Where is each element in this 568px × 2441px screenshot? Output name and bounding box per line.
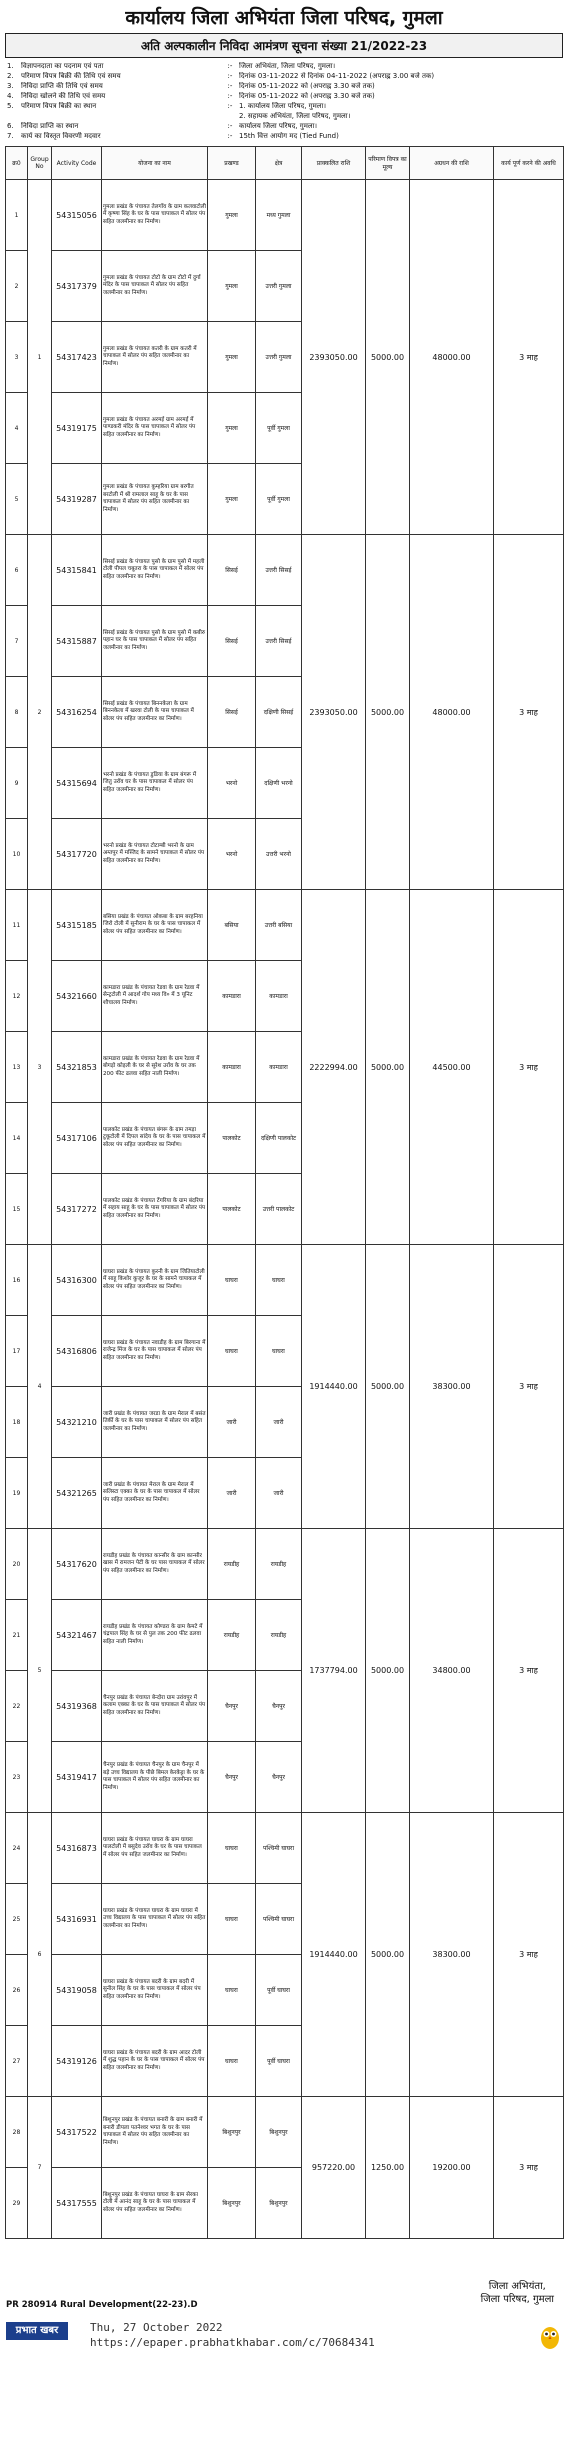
bill-fee: 5000.00 <box>366 890 410 1245</box>
group-number: 5 <box>28 1529 52 1813</box>
activity-code: 54321853 <box>52 1032 102 1103</box>
block-name: कामडारा <box>208 1032 256 1103</box>
scheme-name: घाघरा प्रखंड के पंचायत नवाडीह के ग्राम बिरगाना में राजेन्द्र मिंज के घर के पास चापाकल में सोलर पंप सहित जलमीनार का निर्माण। <box>102 1316 208 1387</box>
group-number: 2 <box>28 535 52 890</box>
activity-code: 54319287 <box>52 464 102 535</box>
info-colon: :- <box>227 102 233 110</box>
scheme-name: बिशुनपुर प्रखंड के पंचायत घाघरा के ग्राम सेरका टोली में आनंद साहू के घर के पास चापाकल में सोलर पंप सहित जलमीनार का निर्माण। <box>102 2168 208 2239</box>
serial-number: 25 <box>6 1884 28 1955</box>
block-name: चैनपुर <box>208 1742 256 1813</box>
completion-period: 3 माह <box>494 890 564 1245</box>
tender-notice <box>5 5 563 2239</box>
area-name: उत्तरी गुमला <box>256 251 302 322</box>
area-name: उत्तरी भरनो <box>256 819 302 890</box>
block-name: पालकोट <box>208 1103 256 1174</box>
serial-number: 6 <box>6 535 28 606</box>
scheme-name: रायडीह प्रखंड के पंचायत कान्सीर के ग्राम कान्सीर खास में रामजन पेटी के घर पास चापाकल में सोलर पंप सहित जलमीनार का निर्माण। <box>102 1529 208 1600</box>
column-header: क्र0 <box>6 147 28 180</box>
area-name: उत्तरी पालकोट <box>256 1174 302 1245</box>
scheme-name: गुमला प्रखंड के पंचायत कुम्हरिया ग्राम बरगीत बरटोली में श्री रामलाल साहू के घर के पास चापाकल में सोलर पंप सहित जलमीनार का निर्माण। <box>102 464 208 535</box>
info-n: 6. <box>7 122 14 130</box>
serial-number: 28 <box>6 2097 28 2168</box>
pr-number: PR 280914 Rural Development(22-23).D <box>6 2300 198 2310</box>
info-v: 1. कार्यालय जिला परिषद, गुमला। <box>239 102 326 110</box>
tender-info-table <box>5 62 563 142</box>
column-header: Activity Code <box>52 147 102 180</box>
activity-code: 54316806 <box>52 1316 102 1387</box>
completion-period: 3 माह <box>494 1529 564 1813</box>
info-colon: :- <box>227 62 233 70</box>
bill-fee: 5000.00 <box>366 535 410 890</box>
office-title: कार्यालय जिला अभियंता जिला परिषद, गुमला <box>125 7 443 29</box>
scheme-name: भरनो प्रखंड के पंचायत टोटाम्बी भरनो के ग्राम अम्तपुर में मस्जिद के सामने चापाकल में सोलर पंप सहित जलमीनार का निर्माण। <box>102 819 208 890</box>
scheme-name: कामडारा प्रखंड के पंचायत रेडवा के ग्राम रेडवा में सेन्ट्रटोली में आदर्श गोप मध्य वि० में 3 यूनिट शौचालय निर्माण। <box>102 961 208 1032</box>
estimated-amount: 1737794.00 <box>302 1529 366 1813</box>
block-name: गुमला <box>208 322 256 393</box>
area-name: बिशुनपुर <box>256 2097 302 2168</box>
block-name: घाघरा <box>208 1245 256 1316</box>
table-row <box>6 2097 564 2168</box>
serial-number: 22 <box>6 1671 28 1742</box>
block-name: गुमला <box>208 251 256 322</box>
earnest-money: 48000.00 <box>410 180 494 535</box>
area-name: पूर्वी घाघरा <box>256 2026 302 2097</box>
earnest-money: 44500.00 <box>410 890 494 1245</box>
serial-number: 9 <box>6 748 28 819</box>
serial-number: 11 <box>6 890 28 961</box>
group-number: 3 <box>28 890 52 1245</box>
column-header: प्रखण्ड <box>208 147 256 180</box>
estimated-amount: 957220.00 <box>302 2097 366 2239</box>
group-number: 4 <box>28 1245 52 1529</box>
block-name: पालकोट <box>208 1174 256 1245</box>
activity-code: 54317379 <box>52 251 102 322</box>
block-name: भरनो <box>208 819 256 890</box>
area-name: चैनपुर <box>256 1671 302 1742</box>
area-name: उत्तरी गुमला <box>256 322 302 393</box>
block-name: रायडीह <box>208 1529 256 1600</box>
area-name: मध्य गुमला <box>256 180 302 251</box>
bill-fee: 5000.00 <box>366 1813 410 2097</box>
scheme-name: सिसई प्रखंड के पंचायत पुसो के ग्राम पुसो में कबीरु पहान घर के पास चापाकल में सोलर पंप सहित जलमीनार का निर्माण। <box>102 606 208 677</box>
table-row <box>6 890 564 961</box>
scheme-name: बसिया प्रखंड के पंचायत ओकबा के ग्राम बरहनिया जिरो टोली में सुनीराम के घर के पास चापाकल में सोलर पंप सहित जलमीनार का निर्माण। <box>102 890 208 961</box>
column-header: कार्य पूर्ण करने की अवधि <box>494 147 564 180</box>
info-row <box>5 132 563 142</box>
activity-code: 54317620 <box>52 1529 102 1600</box>
info-v: कार्यालय जिला परिषद, गुमला। <box>239 122 318 130</box>
activity-code: 54317272 <box>52 1174 102 1245</box>
info-colon: :- <box>227 72 233 80</box>
earnest-money: 38300.00 <box>410 1245 494 1529</box>
area-name: चैनपुर <box>256 1742 302 1813</box>
info-v: दिनांक 05-11-2022 को (अपराह्न 3.30 बजे तक) <box>239 92 375 100</box>
area-name: पश्चिमी घाघरा <box>256 1884 302 1955</box>
activity-code: 54321660 <box>52 961 102 1032</box>
completion-period: 3 माह <box>494 1813 564 2097</box>
completion-period: 3 माह <box>494 2097 564 2239</box>
block-name: सिसई <box>208 535 256 606</box>
activity-code: 54316300 <box>52 1245 102 1316</box>
serial-number: 16 <box>6 1245 28 1316</box>
table-row <box>6 1245 564 1316</box>
scheme-name: बिशुनपुर प्रखंड के पंचायत बनारी के ग्राम बनारी में बनारी डीपला पतनेश्वर भगत के घर के पास चापाकल में सोलर पंप सहित जलमीनार का निर्माण। <box>102 2097 208 2168</box>
block-name: घाघरा <box>208 1813 256 1884</box>
block-name: घाघरा <box>208 2026 256 2097</box>
area-name: जारी <box>256 1387 302 1458</box>
block-name: रायडीह <box>208 1600 256 1671</box>
block-name: गुमला <box>208 464 256 535</box>
activity-code: 54319417 <box>52 1742 102 1813</box>
block-name: बिशुनपुर <box>208 2097 256 2168</box>
info-k: निविदा प्राप्ति का स्थान <box>21 122 79 130</box>
info-n: 3. <box>7 82 14 90</box>
block-name: बसिया <box>208 890 256 961</box>
bill-fee: 5000.00 <box>366 1529 410 1813</box>
info-colon: :- <box>227 92 233 100</box>
block-name: जारी <box>208 1458 256 1529</box>
activity-code: 54317522 <box>52 2097 102 2168</box>
schemes-table <box>5 146 564 2239</box>
block-name: बिशुनपुर <box>208 2168 256 2239</box>
info-n: 7. <box>7 132 14 140</box>
scheme-name: चैनपुर प्रखंड के पंचायत बेन्दोरा ग्राम उरांवपुर में कलाम एक्का के घर के पास चापाकल में सोलर पंप सहित जलमीनार का निर्माण। <box>102 1671 208 1742</box>
block-name: गुमला <box>208 393 256 464</box>
bill-fee: 1250.00 <box>366 2097 410 2239</box>
info-colon: :- <box>227 82 233 90</box>
serial-number: 20 <box>6 1529 28 1600</box>
table-row <box>6 1529 564 1600</box>
estimated-amount: 1914440.00 <box>302 1813 366 2097</box>
info-row <box>5 92 563 102</box>
activity-code: 54319058 <box>52 1955 102 2026</box>
area-name: पश्चिमी घाघरा <box>256 1813 302 1884</box>
info-v: दिनांक 05-11-2022 को (अपराह्न 3.30 बजे तक) <box>239 82 375 90</box>
activity-code: 54315887 <box>52 606 102 677</box>
column-header: क्षेत्र <box>256 147 302 180</box>
area-name: उत्तरी सिसई <box>256 606 302 677</box>
activity-code: 54316254 <box>52 677 102 748</box>
activity-code: 54319126 <box>52 2026 102 2097</box>
activity-code: 54321210 <box>52 1387 102 1458</box>
bill-fee: 5000.00 <box>366 180 410 535</box>
area-name: कामडारा <box>256 961 302 1032</box>
activity-code: 54315841 <box>52 535 102 606</box>
info-row <box>5 82 563 92</box>
bill-fee: 5000.00 <box>366 1245 410 1529</box>
block-name: सिसई <box>208 677 256 748</box>
info-row <box>5 112 563 122</box>
area-name: घाघरा <box>256 1316 302 1387</box>
serial-number: 15 <box>6 1174 28 1245</box>
earnest-money: 34800.00 <box>410 1529 494 1813</box>
activity-code: 54315185 <box>52 890 102 961</box>
group-number: 1 <box>28 180 52 535</box>
area-name: दक्षिणी पालकोट <box>256 1103 302 1174</box>
table-row <box>6 1813 564 1884</box>
info-k: परिमाण विपत्र बिक्री का स्थान <box>21 102 97 110</box>
owl-icon <box>540 2322 560 2350</box>
serial-number: 10 <box>6 819 28 890</box>
serial-number: 5 <box>6 464 28 535</box>
block-name: गुमला <box>208 180 256 251</box>
scheme-name: घाघरा प्रखंड के पंचायत घाघरा के ग्राम घाघरा पालटोली में बसुदेव उरॉव के घर के पास चापाकल में सोलर पंप सहित जलमीनार का निर्माण। <box>102 1813 208 1884</box>
estimated-amount: 2222994.00 <box>302 890 366 1245</box>
activity-code: 54316931 <box>52 1884 102 1955</box>
area-name: पूर्वी गुमला <box>256 464 302 535</box>
serial-number: 2 <box>6 251 28 322</box>
scheme-name: घाघरा प्रखंड के पंचायत घाघरा के ग्राम घाघरा में उच्च विद्यालय के पास चापाकल में सोलर पंप सहित जलमीनार का निर्माण। <box>102 1884 208 1955</box>
serial-number: 27 <box>6 2026 28 2097</box>
activity-code: 54321467 <box>52 1600 102 1671</box>
column-header: परिमाण विपत्र का मूल्य <box>366 147 410 180</box>
info-v: 15th वित्त आयोग मद (Tied Fund) <box>239 132 339 140</box>
group-number: 7 <box>28 2097 52 2239</box>
area-name: बिशुनपुर <box>256 2168 302 2239</box>
serial-number: 7 <box>6 606 28 677</box>
serial-number: 19 <box>6 1458 28 1529</box>
serial-number: 13 <box>6 1032 28 1103</box>
area-name: कामडारा <box>256 1032 302 1103</box>
block-name: चैनपुर <box>208 1671 256 1742</box>
signature-block <box>481 2280 554 2306</box>
area-name: दक्षिणी सिसई <box>256 677 302 748</box>
column-header: अग्रधन की राशि <box>410 147 494 180</box>
activity-code: 54319368 <box>52 1671 102 1742</box>
serial-number: 23 <box>6 1742 28 1813</box>
scheme-name: गुमला प्रखंड के पंचायत अरमई ग्राम अरमई में पाण्डकरी मंदिर के पास चापाकल में सोलर पंप सहित जलमीनार का निर्माण। <box>102 393 208 464</box>
info-k: निविदा प्राप्ति की तिथि एवं समय <box>21 82 103 90</box>
epaper-url[interactable]: https://epaper.prabhatkhabar.com/c/70684341 <box>90 2336 375 2349</box>
scheme-name: जारी प्रखंड के पंचायत जरडा के ग्राम मेराल में बसंत तिर्की के घर के पास चापाकल में सोलर पंप सहित जलमीनार का निर्माण। <box>102 1387 208 1458</box>
serial-number: 24 <box>6 1813 28 1884</box>
estimated-amount: 2393050.00 <box>302 180 366 535</box>
info-colon: :- <box>227 122 233 130</box>
scheme-name: चैनपुर प्रखंड के पंचायत चैनपुर के ग्राम चैनपुर में बड़े उच्च विद्यालय के पीछे बिमल केरकेट्टा के घर के पास चापाकल में सोलर पंप सहित जलमीनार का निर्माण। <box>102 1742 208 1813</box>
activity-code: 54315694 <box>52 748 102 819</box>
area-name: रायडीह <box>256 1529 302 1600</box>
scheme-name: घाघरा प्रखंड के पंचायत बदरी के ग्राम आदर टोली में शुद्ध पहान के घर के पास चापाकल में सोलर पंप सहित जलमीनार का निर्माण। <box>102 2026 208 2097</box>
activity-code: 54321265 <box>52 1458 102 1529</box>
earnest-money: 38300.00 <box>410 1813 494 2097</box>
activity-code: 54319175 <box>52 393 102 464</box>
area-name: पूर्वी गुमला <box>256 393 302 464</box>
scheme-name: सिसई प्रखंड के पंचायत बिननकेला के ग्राम बिननकेला में खरवा टोली के पास चापाकल में सोलर पंप सहित जलमीनार का निर्माण। <box>102 677 208 748</box>
serial-number: 4 <box>6 393 28 464</box>
scheme-name: भरनो प्रखंड के पंचायत डुडिया के ग्राम बंगरू में जितु उरॉव घर के पास चापाकल में सोलर पंप सहित जलमीनार का निर्माण। <box>102 748 208 819</box>
area-name: पूर्वी घाघरा <box>256 1955 302 2026</box>
info-k <box>19 112 223 122</box>
scheme-name: कामडारा प्रखंड के पंचायत रेडवा के ग्राम रेडवा में बोगड़ो कोइली के घर से सुरेश उरॉव के घर तक 200 फीट ढलवा सहित नाली निर्माण। <box>102 1032 208 1103</box>
edition-date: Thu, 27 October 2022 <box>90 2321 223 2334</box>
column-header: Group No <box>28 147 52 180</box>
info-k: विज्ञापनदाता का पदनाम एवं पता <box>21 62 104 70</box>
epaper-footer <box>0 2320 568 2441</box>
info-row <box>5 72 563 82</box>
table-row <box>6 535 564 606</box>
info-n: 4. <box>7 92 14 100</box>
info-colon <box>223 112 237 122</box>
area-name: घाघरा <box>256 1245 302 1316</box>
info-k: परिमाण विपत्र बिक्री की तिथि एवं समय <box>21 72 121 80</box>
info-k: कार्य का विस्तृत विवरणी मदवार <box>21 132 101 140</box>
serial-number: 26 <box>6 1955 28 2026</box>
scheme-name: पालकोट प्रखंड के पंचायत बंगरू के ग्राम तमड़ा टुकूटोली में दिपल सांदेय के घर के पास चापाकल में सोलर पंप सहित जलमीनार का निर्माण। <box>102 1103 208 1174</box>
scheme-name: गुमला प्रखंड के पंचायत कतरी के ग्राम कतरी में चापाकल में सोलर पंप सहित जलमीनार का निर्माण। <box>102 322 208 393</box>
block-name: घाघरा <box>208 1955 256 2026</box>
serial-number: 21 <box>6 1600 28 1671</box>
area-name: रायडीह <box>256 1600 302 1671</box>
serial-number: 17 <box>6 1316 28 1387</box>
column-header: योजना का नाम <box>102 147 208 180</box>
info-colon: :- <box>227 132 233 140</box>
block-name: घाघरा <box>208 1884 256 1955</box>
signature-line-2: जिला परिषद, गुमला <box>480 2294 554 2305</box>
newspaper-logo[interactable]: प्रभात खबर <box>6 2322 68 2340</box>
serial-number: 3 <box>6 322 28 393</box>
block-name: भरनो <box>208 748 256 819</box>
info-v: दिनांक 03-11-2022 से दिनांक 04-11-2022 (अपराह्न 3.00 बजे तक) <box>239 72 435 80</box>
serial-number: 14 <box>6 1103 28 1174</box>
scheme-name: घाघरा प्रखंड के पंचायत कुरनी के ग्राम जितियाटोली में साहू किशोर कुजूर के घर के सामने चापाकल में सोलर पंप सहित जलमीनार का निर्माण। <box>102 1245 208 1316</box>
block-name: घाघरा <box>208 1316 256 1387</box>
earnest-money: 48000.00 <box>410 535 494 890</box>
scheme-name: घाघरा प्रखंड के पंचायत बदरी के ग्राम बदरी में सुनील सिंह के घर के पास चापाकल में सोलर पंप सहित जलमीनार का निर्माण। <box>102 1955 208 2026</box>
tender-title: अति अल्पकालीन निविदा आमंत्रण सूचना संख्या 21/2022-23 <box>5 33 563 58</box>
scheme-name: रायडीह प्रखंड के पंचायत कोण्डरा के ग्राम केमटे में चंद्रपाल सिंह के घर से पुल तक 200 फीट ढलवा सहित नाली निर्माण। <box>102 1600 208 1671</box>
group-number: 6 <box>28 1813 52 2097</box>
column-header: प्राक्कलित राशि <box>302 147 366 180</box>
info-row <box>5 102 563 112</box>
completion-period: 3 माह <box>494 1245 564 1529</box>
scheme-name: गुमला प्रखंड के पंचायत तेलगाँव के ग्राम कलवाटोली में कृष्णा सिंह के घर के पास चापाकल में सोलर पंप सहित जलमीनार का निर्माण। <box>102 180 208 251</box>
info-row <box>5 62 563 72</box>
table-row <box>6 180 564 251</box>
info-k: निविदा खोलने की तिथि एवं समय <box>21 92 106 100</box>
scheme-name: पालकोट प्रखंड के पंचायत टेंगरिया के ग्राम बंदरिया में सहाय साहू के घर के पास चापाकल में सोलर पंप सहित जलमीनार का निर्माण। <box>102 1174 208 1245</box>
serial-number: 18 <box>6 1387 28 1458</box>
estimated-amount: 1914440.00 <box>302 1245 366 1529</box>
serial-number: 8 <box>6 677 28 748</box>
earnest-money: 19200.00 <box>410 2097 494 2239</box>
area-name: जारी <box>256 1458 302 1529</box>
area-name: दक्षिणी भरनो <box>256 748 302 819</box>
completion-period: 3 माह <box>494 180 564 535</box>
signature-line-1: जिला अभियंता, <box>488 2281 546 2292</box>
info-n: 2. <box>7 72 14 80</box>
scheme-name: गुमला प्रखंड के पंचायत टोटो के ग्राम टोटो में दुर्गा मंदिर के पास चापाकल में सोलर पंप सहित जलमीनार का निर्माण। <box>102 251 208 322</box>
serial-number: 1 <box>6 180 28 251</box>
info-v: 2. सहायक अभियंता, जिला परिषद, गुमला। <box>239 112 351 120</box>
activity-code: 54317423 <box>52 322 102 393</box>
scheme-name: जारी प्रखंड के पंचायत मेराल के ग्राम मेराल में सलिस्टा एक्का के घर के पास चापाकल में सोलर पंप सहित जलमीनार का निर्माण। <box>102 1458 208 1529</box>
area-name: उत्तरी बसिया <box>256 890 302 961</box>
info-v: जिला अभियंता, जिला परिषद, गुमला। <box>239 62 336 70</box>
serial-number: 12 <box>6 961 28 1032</box>
area-name: उत्तरी सिसई <box>256 535 302 606</box>
info-n <box>5 112 19 122</box>
block-name: जारी <box>208 1387 256 1458</box>
activity-code: 54317106 <box>52 1103 102 1174</box>
serial-number: 29 <box>6 2168 28 2239</box>
completion-period: 3 माह <box>494 535 564 890</box>
activity-code: 54317555 <box>52 2168 102 2239</box>
block-name: कामडारा <box>208 961 256 1032</box>
block-name: सिसई <box>208 606 256 677</box>
activity-code: 54315056 <box>52 180 102 251</box>
scheme-name: सिसई प्रखंड के पंचायत पुसो के ग्राम पुसो में महली टोली पीपल चबूतरा के पास चापाकल में सोलर पंप सहित जलमीनार का निर्माण। <box>102 535 208 606</box>
info-n: 1. <box>7 62 14 70</box>
info-row <box>5 122 563 132</box>
estimated-amount: 2393050.00 <box>302 535 366 890</box>
activity-code: 54317720 <box>52 819 102 890</box>
activity-code: 54316873 <box>52 1813 102 1884</box>
info-n: 5. <box>7 102 14 110</box>
